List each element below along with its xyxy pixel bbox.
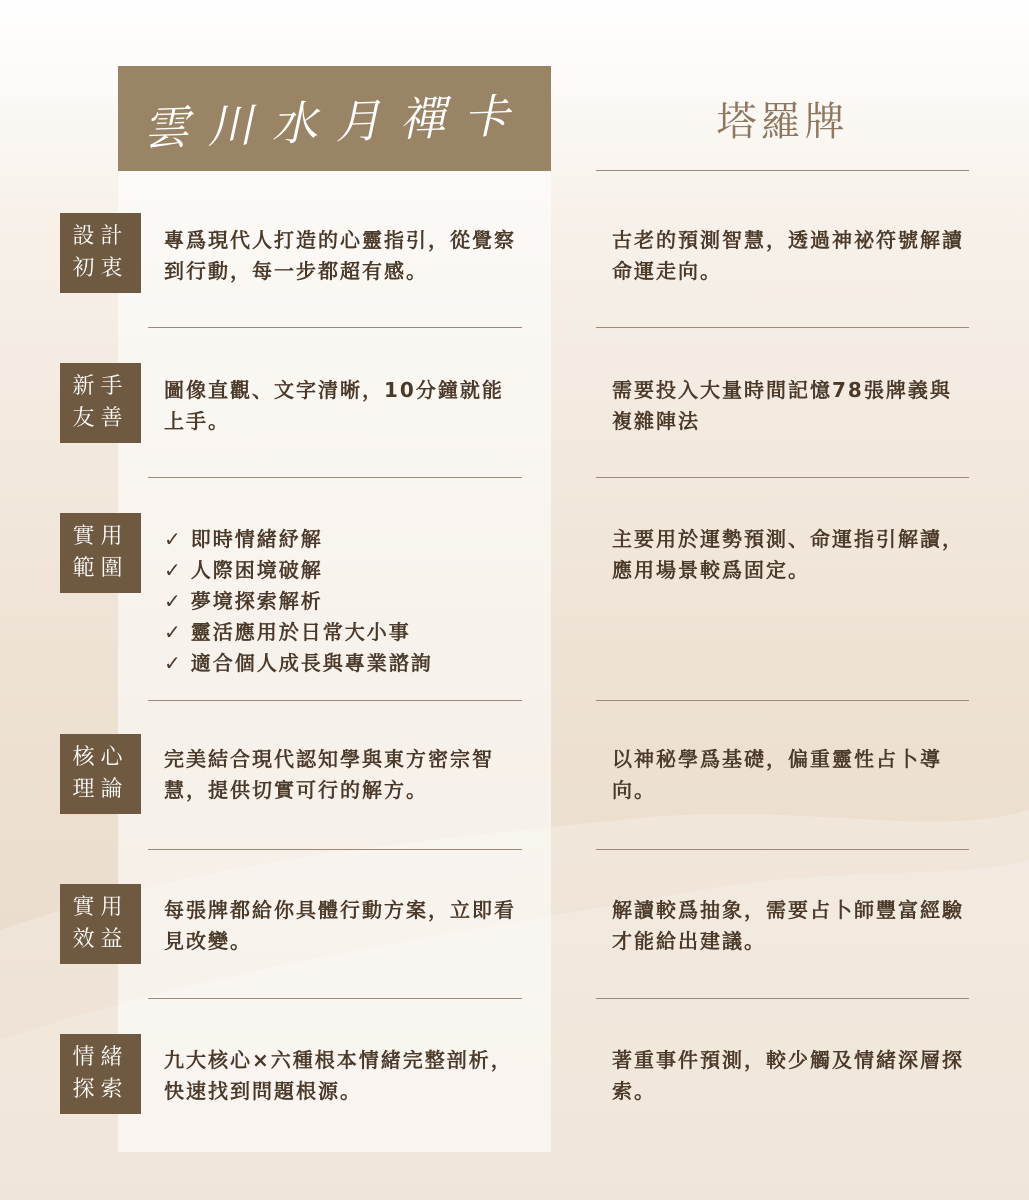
check-icon: ✓: [164, 620, 183, 644]
list-item-text: 人際困境破解: [190, 558, 323, 582]
zen-card-emotional-exploration: 九大核心×六種根本情緒完整剖析，快速找到問題根源。: [164, 1048, 513, 1103]
list-item-text: 適合個人成長與專業諮詢: [190, 651, 433, 675]
tarot-core-theory: 以神秘學爲基礎，偏重靈性占卜導向。: [612, 747, 942, 802]
row-tag-practical-scope: [60, 513, 141, 593]
list-item: [164, 586, 524, 617]
tarot-practical-scope: 主要用於運勢預測、命運指引解讀，應用場景較爲固定。: [612, 527, 964, 582]
row-tag-line: 情緒: [72, 1045, 129, 1070]
tarot-beginner-friendly: 需要投入大量時間記憶78張牌義與複雜陣法: [612, 378, 952, 433]
zen-card-core-theory: 完美結合現代認知學與東方密宗智慧，提供切實可行的解方。: [164, 747, 494, 802]
row-tag-core-theory: [60, 734, 141, 814]
row-divider: [148, 327, 522, 328]
zen-card-practical-scope: [164, 524, 524, 679]
list-item: [164, 555, 524, 586]
tarot-practical-benefit: 解讀較爲抽象，需要占卜師豐富經驗才能給出建議。: [612, 898, 964, 953]
row-divider: [148, 849, 522, 850]
list-item-text: 夢境探索解析: [190, 589, 323, 613]
row-divider: [596, 998, 969, 999]
tarot-emotional-exploration: 著重事件預測，較少觸及情緒深層探索。: [612, 1048, 964, 1103]
row-divider: [596, 327, 969, 328]
tarot-design-intent: 古老的預測智慧，透過神祕符號解讀命運走向。: [612, 228, 964, 283]
row-tag-line: 探索: [72, 1077, 129, 1102]
row-tag-line: 核心: [72, 745, 129, 770]
row-tag-line: 理論: [72, 777, 129, 802]
row-tag-line: 效益: [72, 927, 129, 952]
check-icon: ✓: [164, 651, 183, 675]
tarot-column-header: [596, 66, 969, 171]
list-item-text: 即時情緒紓解: [190, 527, 323, 551]
row-divider: [148, 700, 522, 701]
zen-card-design-intent: 專爲現代人打造的心靈指引，從覺察到行動，每一步都超有感。: [164, 228, 516, 283]
check-icon: ✓: [164, 558, 183, 582]
row-tag-line: 範圍: [72, 556, 129, 581]
row-tag-beginner-friendly: [60, 363, 141, 443]
list-item: [164, 524, 524, 555]
row-tag-line: 實用: [72, 524, 129, 549]
row-divider: [596, 477, 969, 478]
row-tag-practical-benefit: [60, 884, 141, 964]
row-divider: [148, 477, 522, 478]
row-divider: [596, 849, 969, 850]
zen-card-beginner-friendly: 圖像直觀、文字清晰，10分鐘就能上手。: [164, 378, 504, 433]
tarot-title: 塔羅牌: [716, 99, 849, 145]
zen-card-title: 雲川水月禪卡: [141, 87, 528, 156]
zen-card-practical-benefit: 每張牌都給你具體行動方案，立即看見改變。: [164, 898, 516, 953]
row-divider: [596, 700, 969, 701]
row-divider: [148, 998, 522, 999]
practical-scope-list: [164, 524, 524, 679]
row-tag-line: 實用: [72, 895, 129, 920]
header-divider: [596, 170, 969, 171]
row-tag-line: 初衷: [72, 256, 129, 281]
row-tag-line: 設計: [72, 224, 129, 249]
zen-card-column-header: [118, 66, 551, 171]
row-tag-line: 友善: [72, 406, 129, 431]
list-item-text: 靈活應用於日常大小事: [190, 620, 411, 644]
list-item: [164, 648, 524, 679]
list-item: [164, 617, 524, 648]
row-tag-line: 新手: [72, 374, 129, 399]
row-tag-emotional-exploration: [60, 1034, 141, 1114]
check-icon: ✓: [164, 527, 183, 551]
row-tag-design-intent: [60, 213, 141, 293]
check-icon: ✓: [164, 589, 183, 613]
